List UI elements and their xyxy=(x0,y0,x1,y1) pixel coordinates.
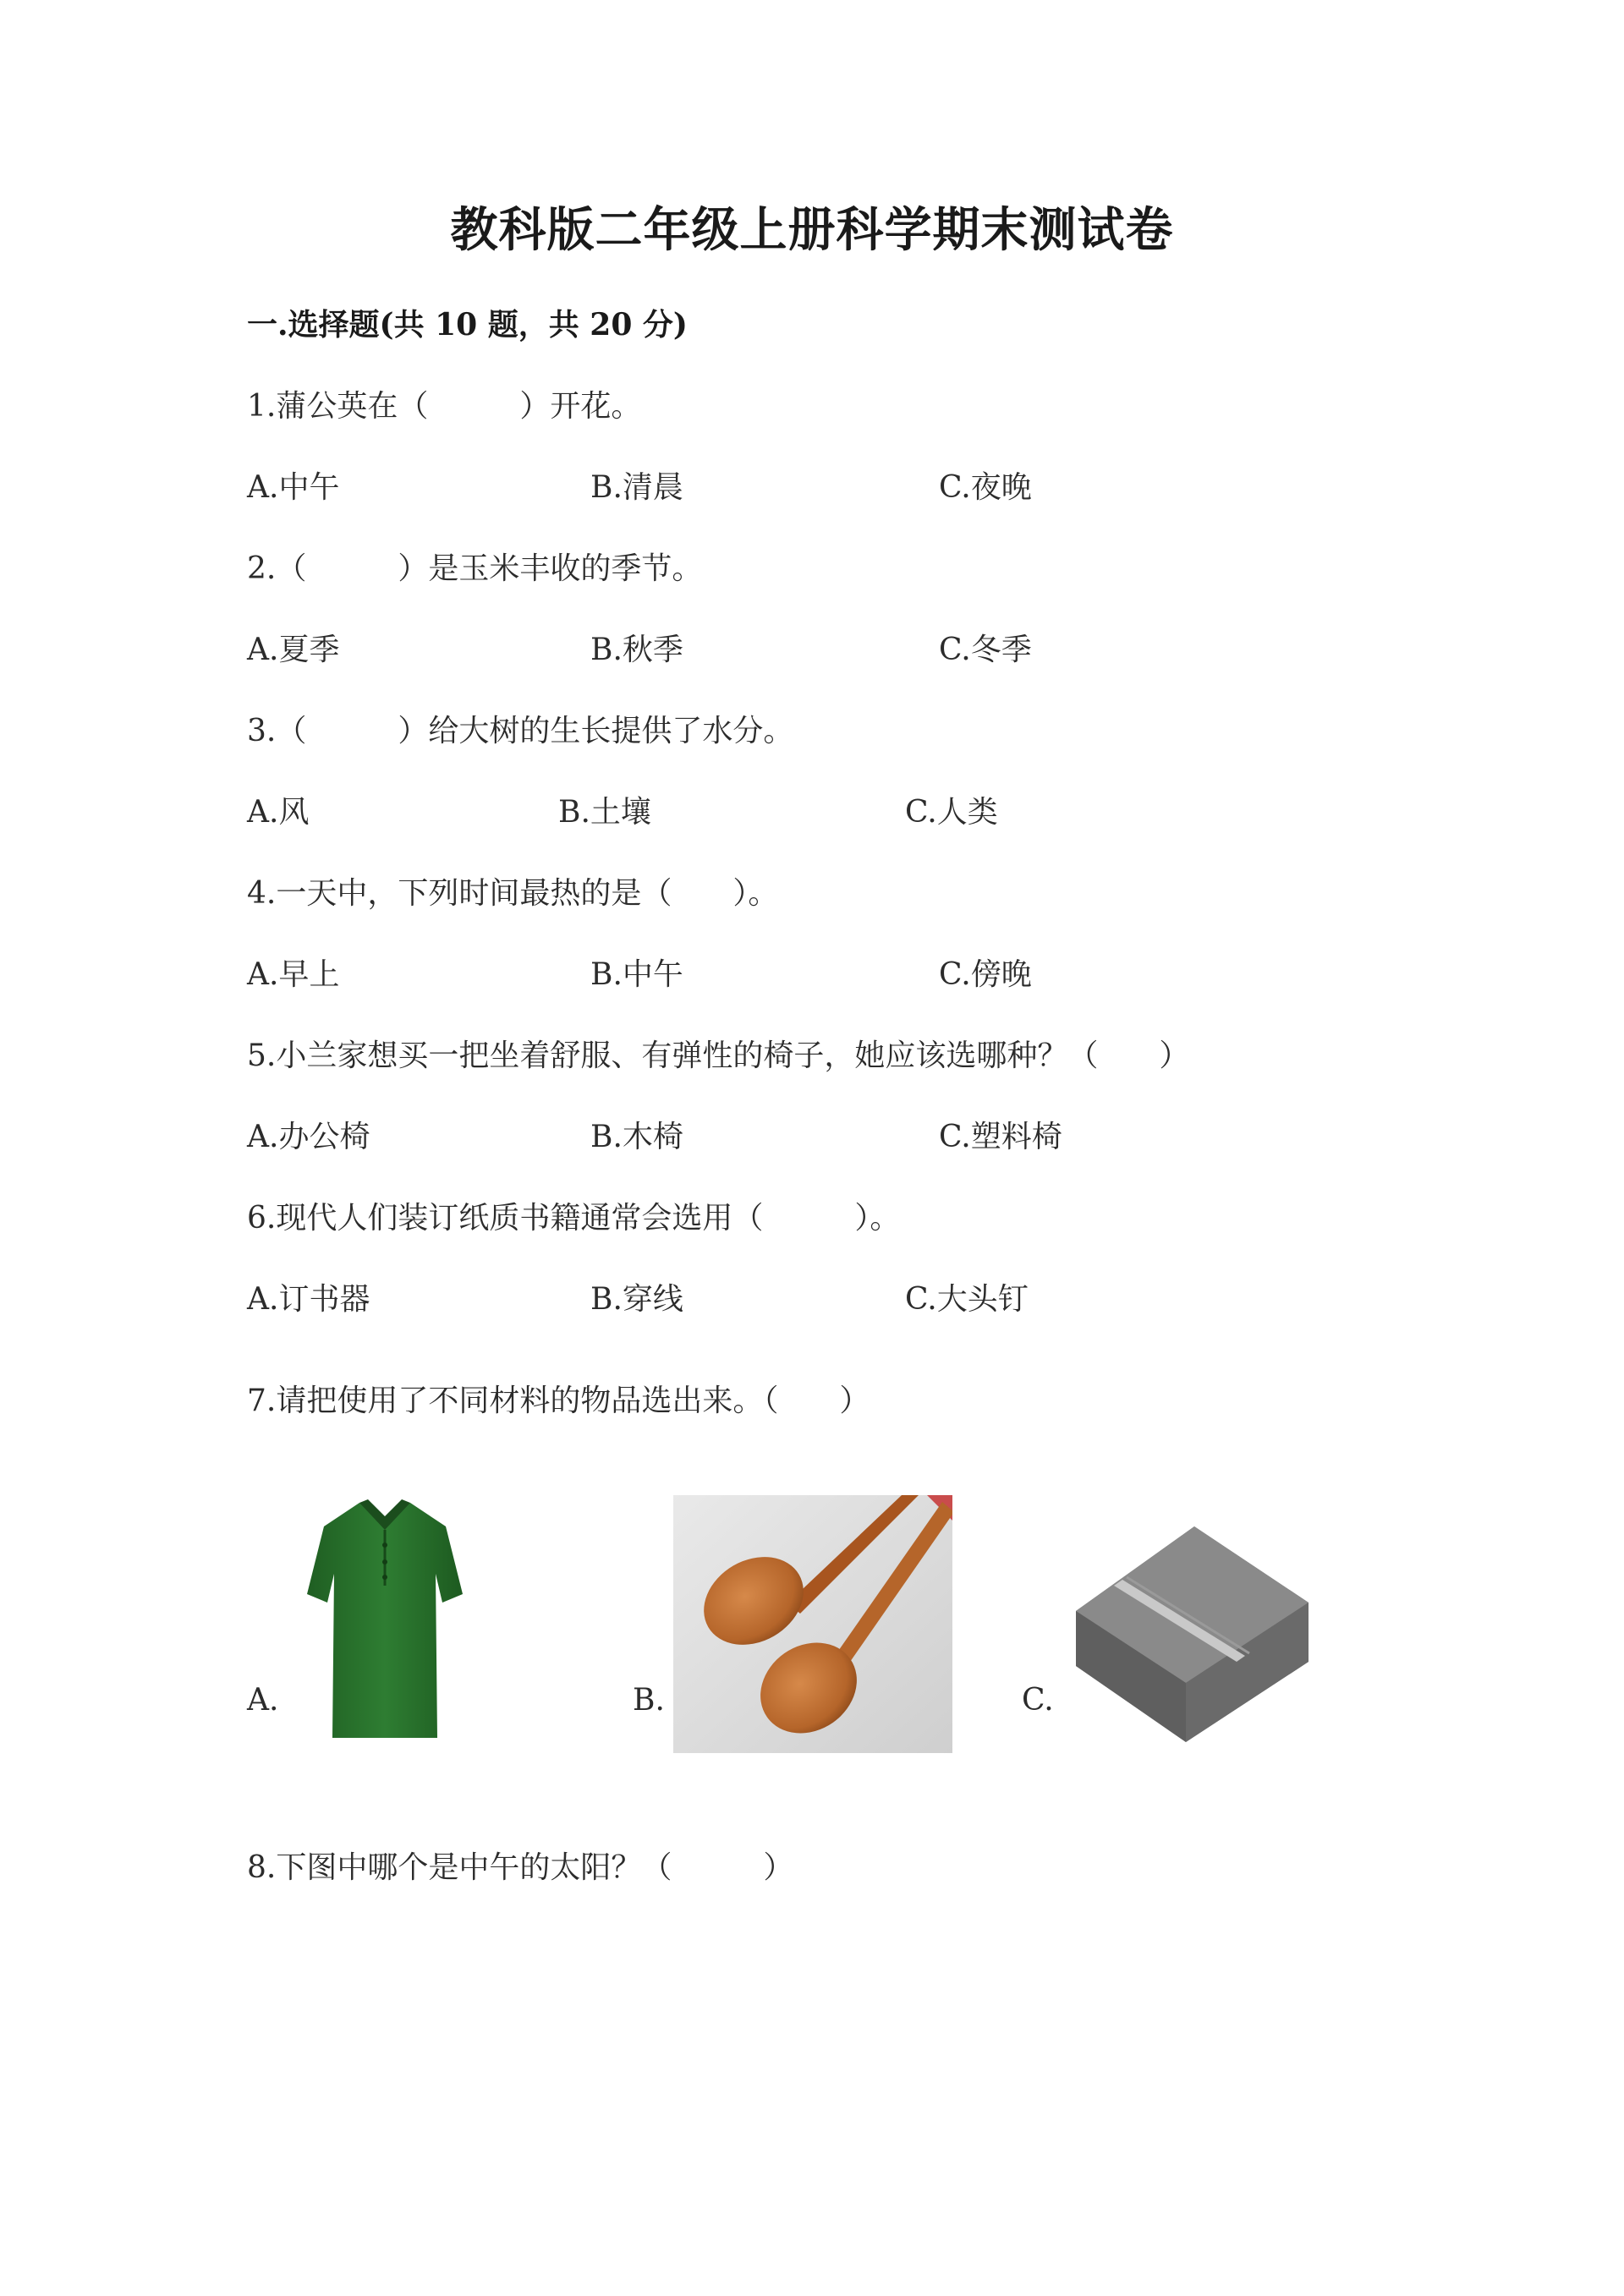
option-5b[interactable]: B.木椅 xyxy=(590,1120,683,1154)
option-5c[interactable]: C.塑料椅 xyxy=(939,1120,1062,1154)
option-7c[interactable]: C. xyxy=(1022,1683,1054,1718)
option-4b[interactable]: B.中午 xyxy=(590,957,683,992)
option-7b[interactable]: B. xyxy=(633,1683,665,1718)
option-6b[interactable]: B.穿线 xyxy=(590,1282,683,1317)
option-4c[interactable]: C.傍晚 xyxy=(939,957,1032,992)
option-3a[interactable]: A.风 xyxy=(247,795,310,830)
page-title: 教科版二年级上册科学期末测试卷 xyxy=(450,202,1174,258)
option-1a[interactable]: A.中午 xyxy=(247,470,340,505)
section-heading: 一.选择题(共 10 题，共 20 分) xyxy=(247,307,688,342)
option-1b[interactable]: B.清晨 xyxy=(590,470,683,505)
question-5: 5.小兰家想买一把坐着舒服、有弹性的椅子，她应该选哪种？（ ） xyxy=(247,1038,1190,1073)
question-7: 7.请把使用了不同材料的物品选出来。（ ） xyxy=(247,1384,870,1418)
question-3: 3.（ ）给大树的生长提供了水分。 xyxy=(247,714,794,748)
question-1: 1.蒲公英在（ ）开花。 xyxy=(247,389,642,424)
option-6a[interactable]: A.订书器 xyxy=(247,1282,370,1317)
question-8: 8.下图中哪个是中午的太阳？（ ） xyxy=(247,1850,794,1885)
option-3c[interactable]: C.人类 xyxy=(905,795,998,830)
question-4: 4.一天中，下列时间最热的是（ ）。 xyxy=(247,876,779,911)
question-2: 2.（ ）是玉米丰收的季节。 xyxy=(247,551,703,586)
option-1c[interactable]: C.夜晚 xyxy=(939,470,1032,505)
green-shirt-image xyxy=(300,1493,469,1746)
option-2a[interactable]: A.夏季 xyxy=(247,633,340,667)
question-6: 6.现代人们装订纸质书籍通常会选用（ ）。 xyxy=(247,1201,901,1236)
option-7a[interactable]: A. xyxy=(247,1683,279,1718)
option-2c[interactable]: C.冬季 xyxy=(939,633,1032,667)
towel-image xyxy=(1067,1518,1313,1746)
wooden-spoons-image xyxy=(673,1495,952,1753)
option-5a[interactable]: A.办公椅 xyxy=(247,1120,370,1154)
option-2b[interactable]: B.秋季 xyxy=(590,633,683,667)
option-3b[interactable]: B.土壤 xyxy=(558,795,651,830)
option-4a[interactable]: A.早上 xyxy=(247,957,340,992)
option-6c[interactable]: C.大头钉 xyxy=(905,1282,1029,1317)
